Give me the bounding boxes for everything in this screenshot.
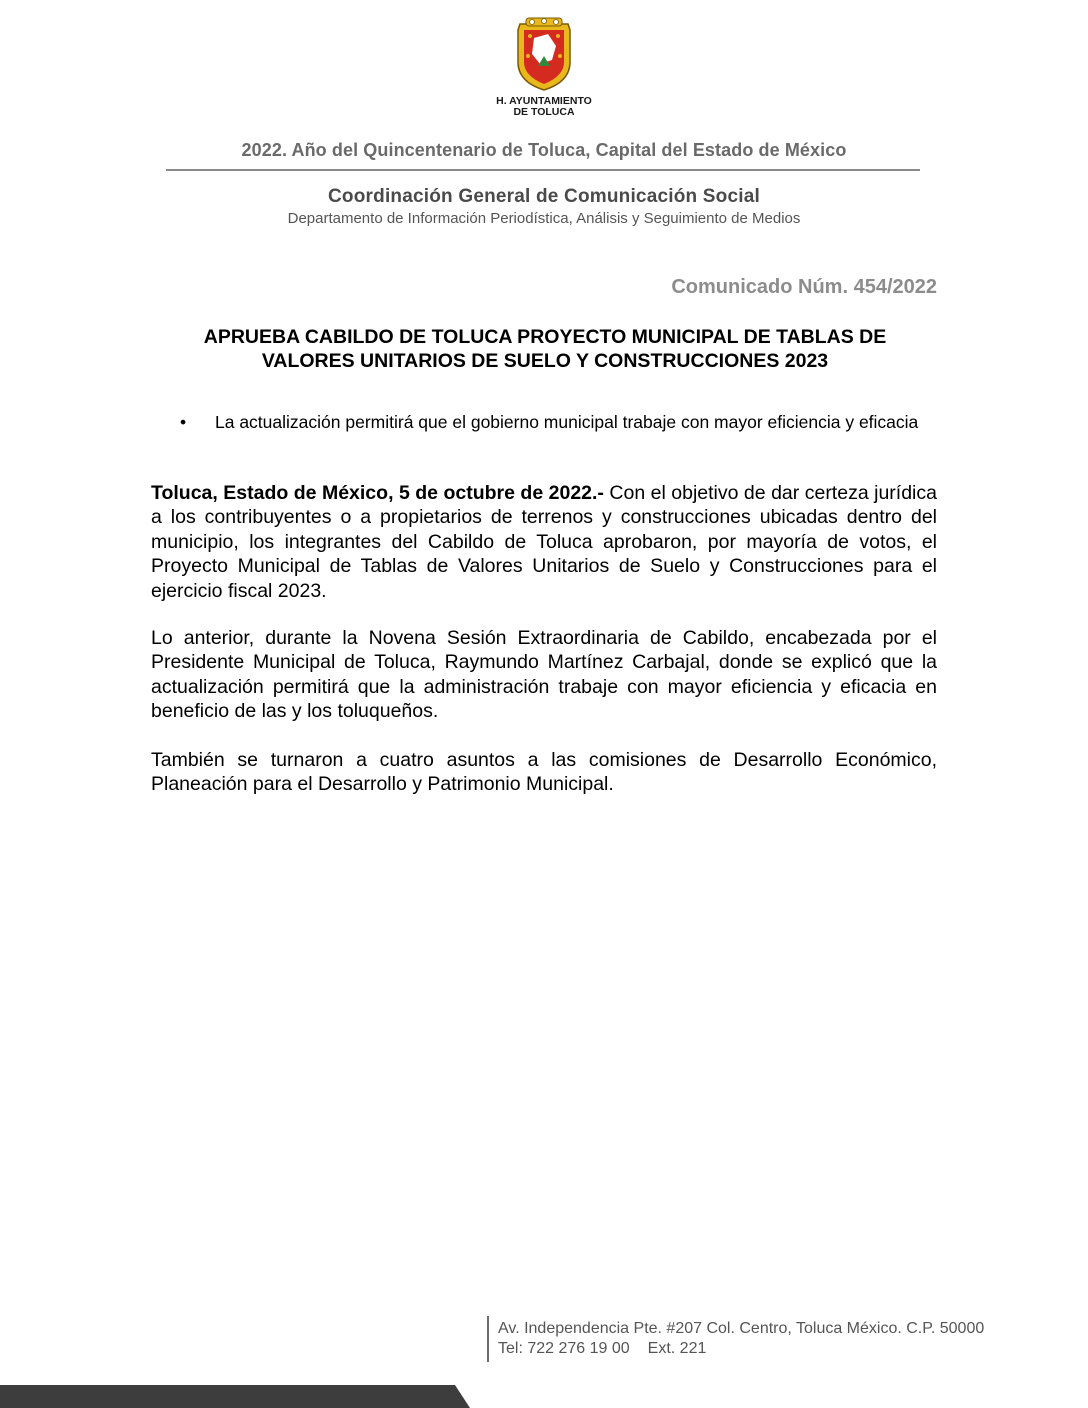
- footer-divider: [487, 1316, 489, 1362]
- coordination-title: Coordinación General de Comunicación Social: [328, 186, 760, 207]
- bottom-band: [0, 1385, 480, 1408]
- header-divider: [166, 169, 920, 171]
- paragraph-1: [151, 481, 937, 603]
- bullet-dot: •: [180, 412, 187, 432]
- footer-address: Av. Independencia Pte. #207 Col. Centro, Toluca México. C.P. 50000: [498, 1320, 985, 1337]
- toluca-shield-icon: [510, 16, 578, 92]
- logo-caption-line2: DE TOLUCA: [513, 106, 575, 118]
- bullet-text: La actualización permitirá que el gobierno municipal trabaje con mayor eficiencia y eficacia: [215, 412, 919, 432]
- paragraph-3: También se turnaron a cuatro asuntos a las comisiones de Desarrollo Económico, Planeación para el Desarrollo y Patrimonio Municipal.: [151, 749, 937, 796]
- year-motto: 2022. Año del Quincentenario de Toluca, Capital del Estado de México: [241, 140, 847, 160]
- paragraph-2: Lo anterior, durante la Novena Sesión Extraordinaria de Cabildo, encabezada por el Presidente Municipal de Toluca, Raymundo Martínez Carbajal, donde se explicó que la actualización permitirá que la administración trabaje con mayor eficiencia y eficacia en beneficio de las y los toluqueños.: [151, 627, 937, 723]
- footer-ext: Ext. 221: [647, 1340, 707, 1357]
- paragraph-1-body: Con el objetivo de dar certeza jurídica a los contribuyentes o a propietarios de terrenos y construcciones ubicadas dentro del municipio, los integrantes del Cabildo de Toluca aprobaron, por mayoría de votos, el Proyecto Municipal de Tablas de Valores Unitarios de Suelo y Construcciones para el ejercicio fiscal 2023.: [151, 482, 937, 602]
- logo-caption-line1: H. AYUNTAMIENTO: [496, 95, 592, 107]
- headline-line2: VALORES UNITARIOS DE SUELO Y CONSTRUCCIONES 2023: [261, 350, 829, 372]
- department-title: Departamento de Información Periodística, Análisis y Seguimiento de Medios: [287, 210, 801, 227]
- headline-line1: APRUEBA CABILDO DE TOLUCA PROYECTO MUNICIPAL DE TABLAS DE: [203, 326, 887, 348]
- release-number: Comunicado Núm. 454/2022: [671, 276, 937, 298]
- footer-phone: Tel: 722 276 19 00: [498, 1340, 630, 1357]
- logo-caption: [488, 96, 600, 118]
- toluca-logo: [488, 16, 600, 120]
- footer-phone-line: [498, 1340, 706, 1358]
- headline: [152, 325, 938, 373]
- dateline: Toluca, Estado de México, 5 de octubre de 2022.-: [151, 482, 604, 504]
